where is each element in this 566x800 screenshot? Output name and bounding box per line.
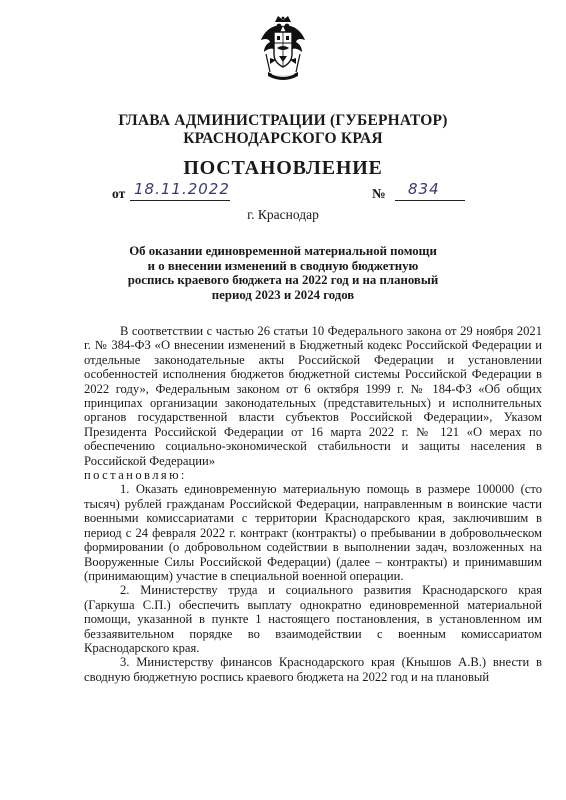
org-line-1: ГЛАВА АДМИНИСТРАЦИИ (ГУБЕРНАТОР) [118,112,448,129]
resolve-word: постановляю: [84,468,187,483]
issuing-authority [0,112,566,148]
subject-line-3: роспись краевого бюджета на 2022 год и на плановый [127,273,439,287]
number-label: № [372,186,386,201]
number-value: 834 [408,180,440,198]
date-underline [130,199,230,201]
coat-of-arms-icon [258,14,308,84]
subject-line-2: и о внесении изменений в сводную бюджетную [147,258,419,273]
number-underline [395,199,465,201]
document-subject [0,244,566,302]
item-3-paragraph: 3. Министерству финансов Краснодарского края (Кнышов А.В.) внести в сводную бюджетную роспись краевого бюджета на 2022 год и на плановый [84,655,542,684]
subject-line-4: период 2023 и 2024 годов [211,287,355,302]
date-value: 18.11.2022 [134,180,230,198]
city: г. Краснодар [247,207,319,222]
subject-line-1: Об оказании единовременной материальной помощи [129,244,437,258]
document-body [84,324,542,684]
org-line-2: КРАСНОДАРСКОГО КРАЯ [183,130,383,147]
preamble-paragraph: В соответствии с частью 26 статьи 10 Федерального закона от 29 ноября 2021 г. № 384-ФЗ «О внесении изменений в Бюджетный кодекс Российской Федерации и отдельные законодательные акты Российской Федерации и установлении особенностей исполнения бюджетов бюджетной системы Российской Федерации в 2022 году», Федеральным законом от 6 октября 1999 г. № 184-ФЗ «Об общих принципах организации законодательных (представительных) и исполнительных органов государственной власти субъектов Российской Федерации», Указом Президента Российской Федерации от 16 марта 2022 г. № 121 «О мерах по обеспечению социально-экономической стабильности и защиты населения в Российской Федерации» [84,324,542,468]
document-type: ПОСТАНОВЛЕНИЕ [183,157,383,179]
date-number-row [112,180,472,204]
date-label: от [112,186,126,201]
item-1-paragraph: 1. Оказать единовременную материальную помощь в размере 100000 (сто тысяч) рублей гражданам Российской Федерации, направленным в воинские части военными комиссариатами с территории Краснодарского края, заключившим в период с 24 февраля 2022 г. контракт (контракты) о пребывании в добровольческом формировании (о добровольном содействии в выполнении задач, возложенных на Вооруженные Силы Российской Федерации) (далее – контракты) и принимавшим (принимающим) участие в специальной военной операции. [84,482,542,583]
item-2-paragraph: 2. Министерству труда и социального развития Краснодарского края (Гаркуша С.П.) обеспечить выплату однократно единовременной материальной помощи, указанной в пункте 1 настоящего постановления, в установленном им беззаявительном порядке во взаимодействии с военным комиссариатом Краснодарского края. [84,583,542,655]
